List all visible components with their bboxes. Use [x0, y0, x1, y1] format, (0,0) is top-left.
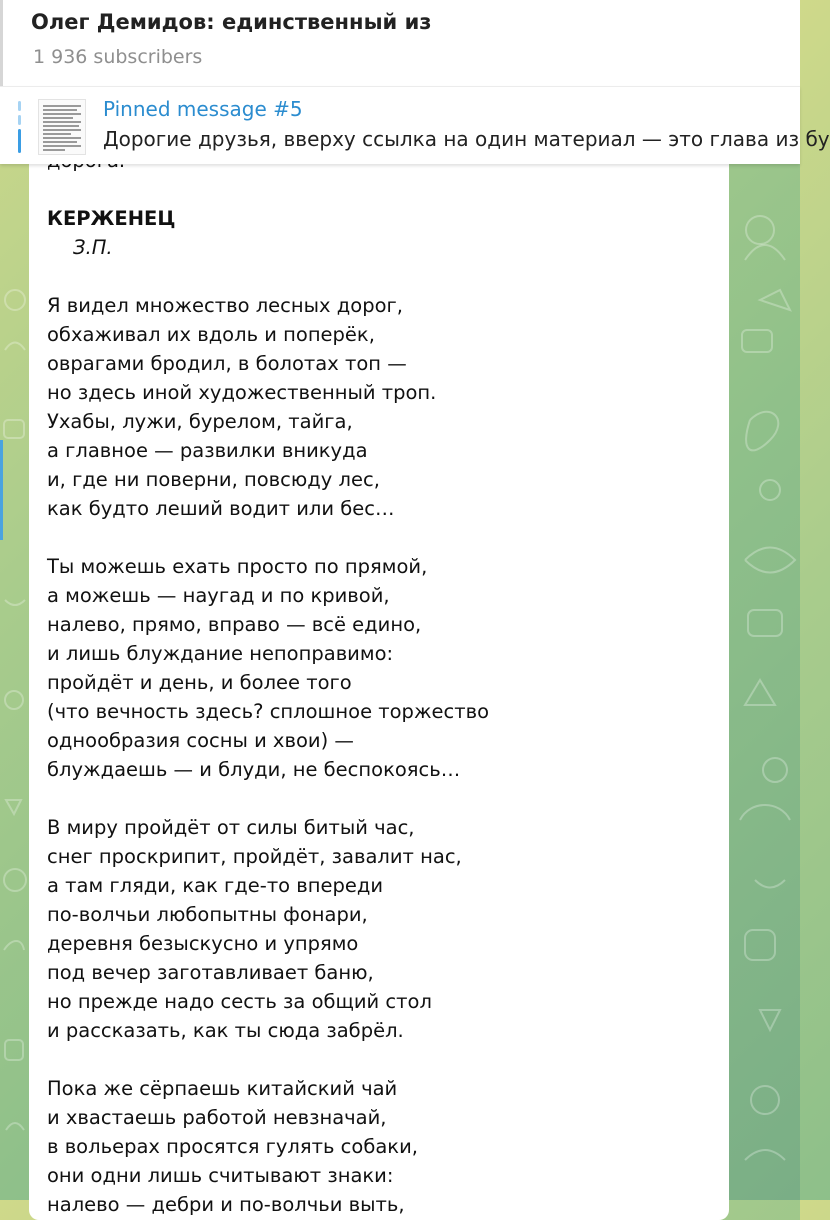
poem-line: снег проскрипит, пройдёт, завалит нас, — [47, 845, 462, 868]
poem-line: Ты можешь ехать просто по прямой, — [47, 555, 428, 578]
poem-line: Пока же сёрпаешь китайский чай — [47, 1077, 398, 1100]
poem-line: (что вечность здесь? сплошное торжество — [47, 700, 490, 723]
poem-stanza — [47, 291, 717, 523]
poem-stanza — [47, 813, 717, 1045]
poem-line: но прежде надо сесть за общий стол — [47, 990, 432, 1013]
poem-line: В миру пройдёт от силы битый час, — [47, 816, 415, 839]
poem-line: а можешь — наугад и по кривой, — [47, 584, 390, 607]
pinned-message-bar[interactable] — [0, 86, 830, 164]
poem-line: но здесь иной художественный троп. — [47, 381, 437, 404]
poem-line: а там гляди, как где-то впереди — [47, 874, 384, 897]
poem-line: налево, прямо, вправо — всё едино, — [47, 613, 422, 636]
poem-title: КЕРЖЕНЕЦ — [47, 207, 176, 230]
poem-line: и рассказать, как ты сюда забрёл. — [47, 1019, 404, 1042]
poem-line: Ухабы, лужи, бурелом, тайга, — [47, 410, 353, 433]
poem-line: как будто леший водит или бес… — [47, 497, 395, 520]
poem-line: и, где ни поверни, повсюду лес, — [47, 468, 380, 491]
poem-line: и лишь блуждание непоправимо: — [47, 642, 394, 665]
poem-line: в вольерах просятся гулять собаки, — [47, 1135, 418, 1158]
pinned-message-title[interactable]: Pinned message #5 — [103, 97, 303, 121]
poem-line: Я видел множество лесных дорог, — [47, 294, 403, 317]
poem-line: деревня безыскусно и упрямо — [47, 932, 359, 955]
chat-header[interactable] — [0, 0, 800, 86]
poem-line: однообразия сосны и хвои) — — [47, 729, 354, 752]
message-bubble[interactable] — [29, 120, 729, 1220]
message-text — [47, 146, 717, 1219]
poem-line: под вечер заготавливает баню, — [47, 961, 374, 984]
scroll-accent-bar — [0, 440, 3, 540]
poem-line: они одни лишь считывают знаки: — [47, 1164, 394, 1187]
poem-stanza — [47, 552, 717, 784]
poem-line: обхаживал их вдоль и поперёк, — [47, 323, 375, 346]
poem-line: и хвастаешь работой невзначай, — [47, 1106, 387, 1129]
poem-line: оврагами бродил, в болотах топ — — [47, 352, 407, 375]
document-thumbnail-icon — [38, 99, 86, 155]
pinned-message-text[interactable]: Дорогие друзья, вверху ссылка на один материал — это глава из бу — [103, 127, 830, 151]
poem-line: по-волчьи любопытны фонари, — [47, 903, 368, 926]
poem-line: блуждаешь — и блуди, не беспокоясь… — [47, 758, 461, 781]
poem-line: пройдёт и день, и более того — [47, 671, 352, 694]
poem-line: а главное — развилки вникуда — [47, 439, 368, 462]
channel-title[interactable]: Олег Демидов: единственный из — [31, 10, 432, 34]
pinned-bars-icon — [18, 101, 22, 153]
poem-dedication: З.П. — [73, 236, 113, 259]
poem-line: налево — дебри и по-волчьи выть, — [47, 1193, 405, 1216]
subscriber-count: 1 936 subscribers — [33, 46, 203, 68]
poem-stanza — [47, 1074, 717, 1219]
